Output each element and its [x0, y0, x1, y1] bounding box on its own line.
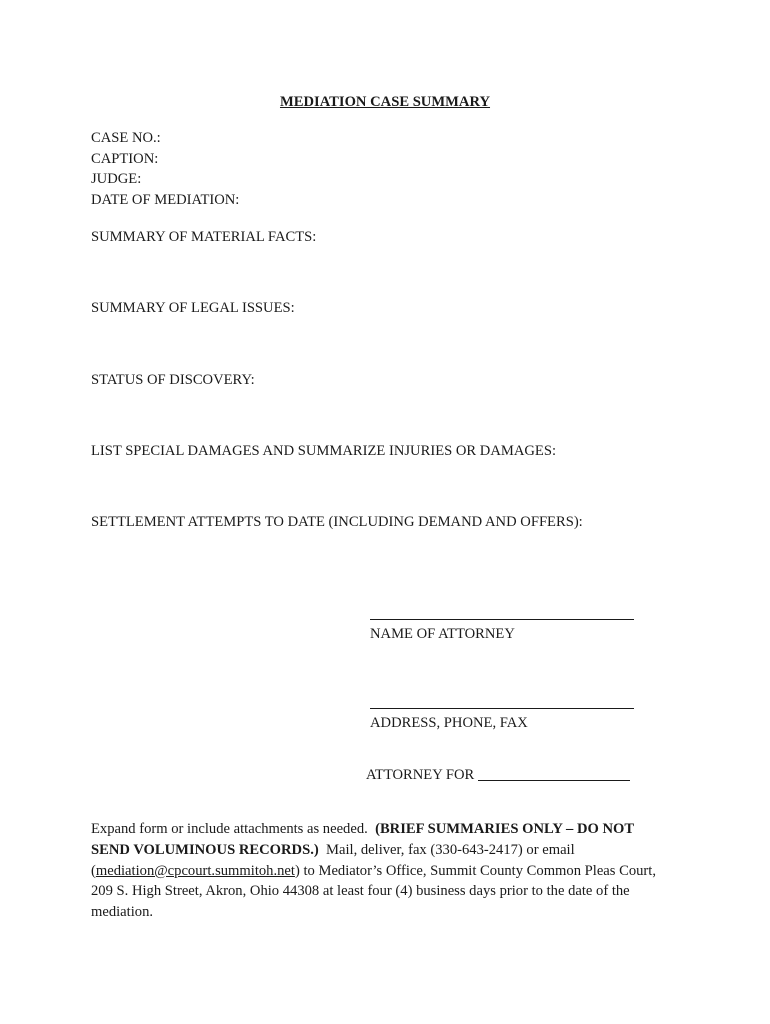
footer-delivery-text: Mail, deliver, fax (330-643-2417) or email (	[91, 841, 575, 879]
case-number-label: CASE NO.:	[91, 130, 161, 146]
attorney-address-signature	[370, 708, 634, 732]
case-header-fields	[91, 128, 239, 210]
date-of-mediation-label: DATE OF MEDIATION:	[91, 191, 240, 208]
footer-bold-notice: (BRIEF SUMMARIES ONLY – DO NOT SEND VOLUMINOUS RECORDS.)	[91, 821, 634, 858]
attorney-address-label: ADDRESS, PHONE, FAX	[370, 715, 528, 731]
attorney-for-label: ATTORNEY FOR	[366, 767, 475, 783]
attorney-for-blank-line	[478, 766, 630, 781]
footer-instructions	[91, 819, 671, 923]
attorney-address-line	[370, 708, 634, 709]
mediation-email-link[interactable]: mediation@cpcourt.summitoh.net	[95, 862, 295, 879]
attorney-for-field	[366, 764, 630, 784]
discovery-status-heading: STATUS OF DISCOVERY:	[91, 372, 255, 388]
caption-label: CAPTION:	[91, 150, 159, 167]
legal-issues-heading: SUMMARY OF LEGAL ISSUES:	[91, 300, 295, 316]
attorney-name-line	[370, 619, 634, 620]
attorney-name-label: NAME OF ATTORNEY	[370, 626, 515, 642]
judge-label: JUDGE:	[91, 171, 142, 187]
damages-heading: LIST SPECIAL DAMAGES AND SUMMARIZE INJURIES OR DAMAGES:	[91, 443, 557, 459]
attorney-name-signature	[370, 619, 634, 643]
material-facts-heading: SUMMARY OF MATERIAL FACTS:	[91, 229, 317, 245]
document-title: MEDIATION CASE SUMMARY	[279, 94, 491, 110]
settlement-attempts-heading: SETTLEMENT ATTEMPTS TO DATE (INCLUDING DEMAND AND OFFERS):	[91, 514, 583, 530]
footer-intro: Expand form or include attachments as needed.	[91, 821, 368, 837]
footer-closing-text: ) to Mediator’s Office, Summit County Common Pleas Court, 209 S. High Street, Akron, Ohio 44308 at least four (4) business days prior to the date of the mediation.	[91, 862, 656, 921]
